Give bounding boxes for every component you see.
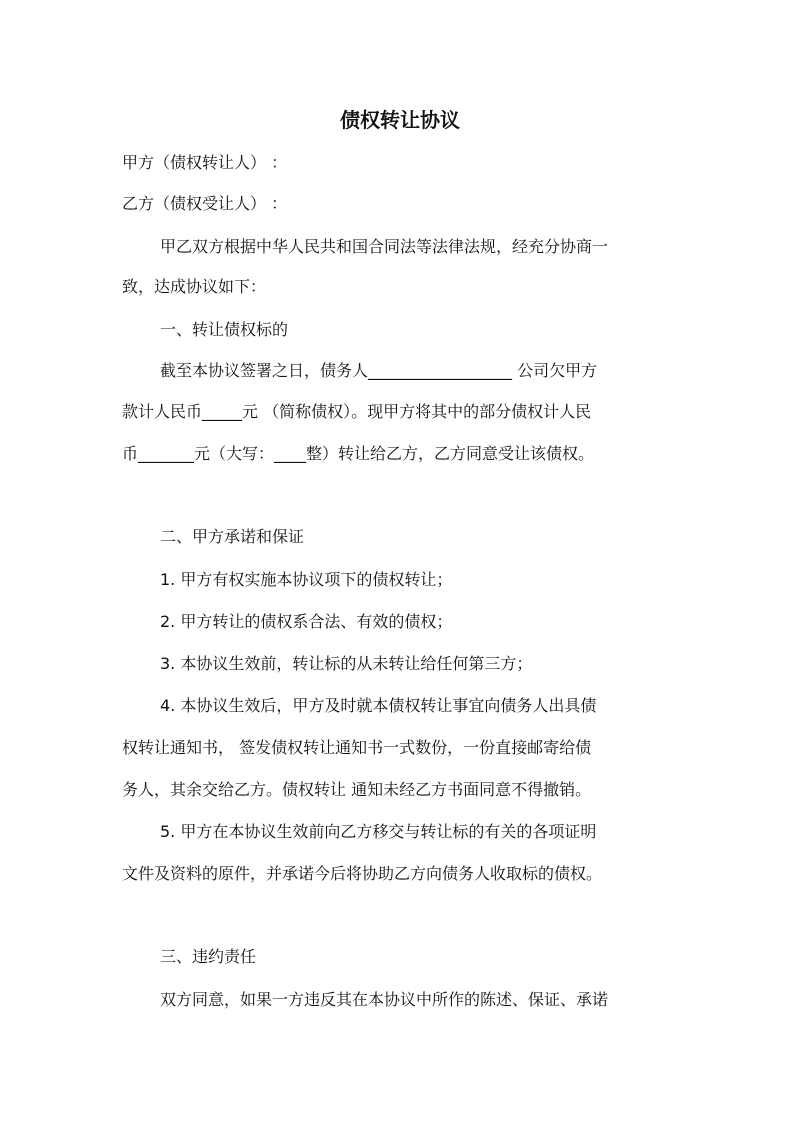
- section2-item-5-line-2: 文件及资料的原件，并承诺今后将协助乙方向债务人收取标的债权。: [122, 864, 603, 883]
- intro-line-1: 甲乙双方根据中华人民共和国合同法等法律法规，经充分协商一: [160, 237, 609, 256]
- section3-heading: 三、违约责任: [160, 947, 257, 966]
- section2-item-5-line-1: 5. 甲方在本协议生效前向乙方移交与转让标的有关的各项证明: [160, 822, 597, 841]
- section2-item-4-line-3: 务人，其余交给乙方。债权转让 通知未经乙方书面同意不得撤销。: [122, 780, 592, 799]
- section2-item-3: 3. 本协议生效前，转让标的从未转让给任何第三方；: [160, 654, 533, 673]
- section1-line-1: 截至本协议签署之日，债务人__________________ 公司欠甲方: [160, 361, 598, 380]
- section1-line-3: 币_______元（大写：____整）转让给乙方，乙方同意受让该债权。: [122, 444, 595, 463]
- party-b-line: 乙方（债权受让人） ：: [122, 194, 288, 213]
- intro-line-2: 致，达成协议如下：: [122, 277, 267, 296]
- section2-heading: 二、甲方承诺和保证: [160, 527, 305, 546]
- section1-heading: 一、转让债权标的: [160, 320, 289, 339]
- document-title: 债权转让协议: [340, 108, 460, 132]
- section2-item-2: 2. 甲方转让的债权系合法、有效的债权；: [160, 612, 453, 631]
- section2-item-1: 1. 甲方有权实施本协议项下的债权转让；: [160, 570, 453, 589]
- section1-line-2: 款计人民币_____元 （简称债权）。现甲方将其中的部分债权计人民: [122, 402, 592, 421]
- section2-item-4-line-1: 4. 本协议生效后，甲方及时就本债权转让事宜向债务人出具债: [160, 696, 597, 715]
- section3-line-1: 双方同意，如果一方违反其在本协议中所作的陈述、保证、承诺: [160, 990, 609, 1009]
- section2-item-4-line-2: 权转让通知书， 签发债权转让通知书一式数份，一份直接邮寄给债: [122, 738, 592, 757]
- party-a-line: 甲方（债权转让人） ：: [122, 153, 288, 172]
